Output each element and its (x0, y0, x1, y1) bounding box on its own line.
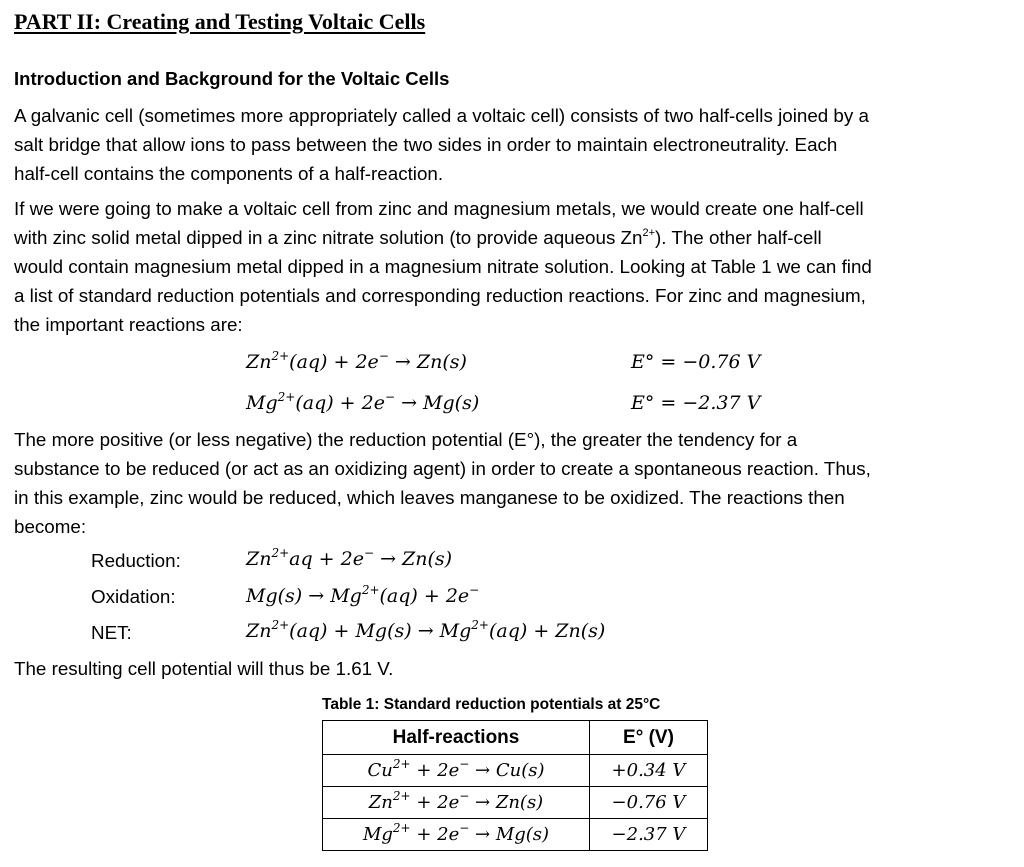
text-line: substance to be reduced (or act as an oxidizing agent) in order to create a spontaneous reaction. Thus, (14, 458, 871, 479)
magnesium-potential: E° = −2.37 V (631, 392, 761, 414)
half-reaction-cell: $Mg^{2+} + 2e^- \to Mg(s)$ (323, 819, 590, 851)
zinc-ion-charge: 2+ (642, 226, 656, 239)
text-line: The resulting cell potential will thus be 1.61 V. (14, 658, 394, 679)
text-line: half-cell contains the components of a half-reaction. (14, 163, 444, 184)
table-caption: Table 1: Standard reduction potentials at 25°C (322, 696, 661, 713)
reduction-equation: $Zn^{2+}aq + 2e^- \to Zn(s)$ (246, 545, 453, 570)
text-line: would contain magnesium metal dipped in a magnesium nitrate solution. Looking at Table 1 we can find (14, 256, 872, 277)
column-header: E° (V) (590, 721, 708, 755)
text-line: become: (14, 516, 87, 537)
table-row (323, 787, 708, 819)
half-reaction-cell: $Cu^{2+} + 2e^- \to Cu(s)$ (323, 755, 590, 787)
net-equation: $Zn^{2+}(aq) + Mg(s) \to Mg^{2+}(aq) + Zn(s)$ (246, 617, 606, 642)
zinc-half-reaction: $Zn^{2+}(aq) + 2e^- \to Zn(s)$ (246, 348, 467, 373)
section-heading: Introduction and Background for the Voltaic Cells (14, 68, 450, 89)
zinc-magnesium-paragraph (14, 194, 1014, 339)
oxidation-label: Oxidation: (91, 586, 176, 607)
oxidation-equation: $Mg(s) \to Mg^{2+}(aq) + 2e^-$ (246, 582, 480, 607)
text-fragment: with zinc solid metal dipped in a zinc nitrate solution (to provide aqueous Zn (14, 227, 643, 248)
potential-cell: −0.76 V (590, 787, 708, 819)
potential-cell: +0.34 V (590, 755, 708, 787)
potential-cell: −2.37 V (590, 819, 708, 851)
text-line: the important reactions are: (14, 314, 243, 335)
text-line: salt bridge that allow ions to pass between the two sides in order to maintain electroneutrality. Each (14, 134, 838, 155)
text-fragment: ). The other half-cell (655, 227, 822, 248)
text-line: in this example, zinc would be reduced, which leaves manganese to be oxidized. The reactions then (14, 487, 845, 508)
table-row (323, 819, 708, 851)
reduction-label: Reduction: (91, 550, 181, 571)
column-header: Half-reactions (323, 721, 590, 755)
intro-paragraph (14, 101, 1014, 188)
text-line: A galvanic cell (sometimes more appropriately called a voltaic cell) consists of two half-cells joined by a (14, 105, 869, 126)
part-title: PART II: Creating and Testing Voltaic Cells (14, 9, 426, 34)
magnesium-half-reaction: $Mg^{2+}(aq) + 2e^- \to Mg(s)$ (246, 389, 480, 414)
reduction-potentials-table (322, 720, 708, 851)
net-label: NET: (91, 622, 132, 643)
table-row (323, 755, 708, 787)
text-line: If we were going to make a voltaic cell from zinc and magnesium metals, we would create one half-cell (14, 198, 864, 219)
half-reaction-cell: $Zn^{2+} + 2e^- \to Zn(s)$ (323, 787, 590, 819)
reduction-potential-paragraph (14, 425, 1014, 541)
zinc-potential: E° = −0.76 V (631, 351, 761, 373)
text-line: The more positive (or less negative) the reduction potential (E°), the greater the tendency for a (14, 429, 798, 450)
table-header-row (323, 721, 708, 755)
text-line: a list of standard reduction potentials and corresponding reduction reactions. For zinc and magnesium, (14, 285, 866, 306)
text-line (14, 223, 1014, 252)
conclusion (14, 654, 1014, 683)
